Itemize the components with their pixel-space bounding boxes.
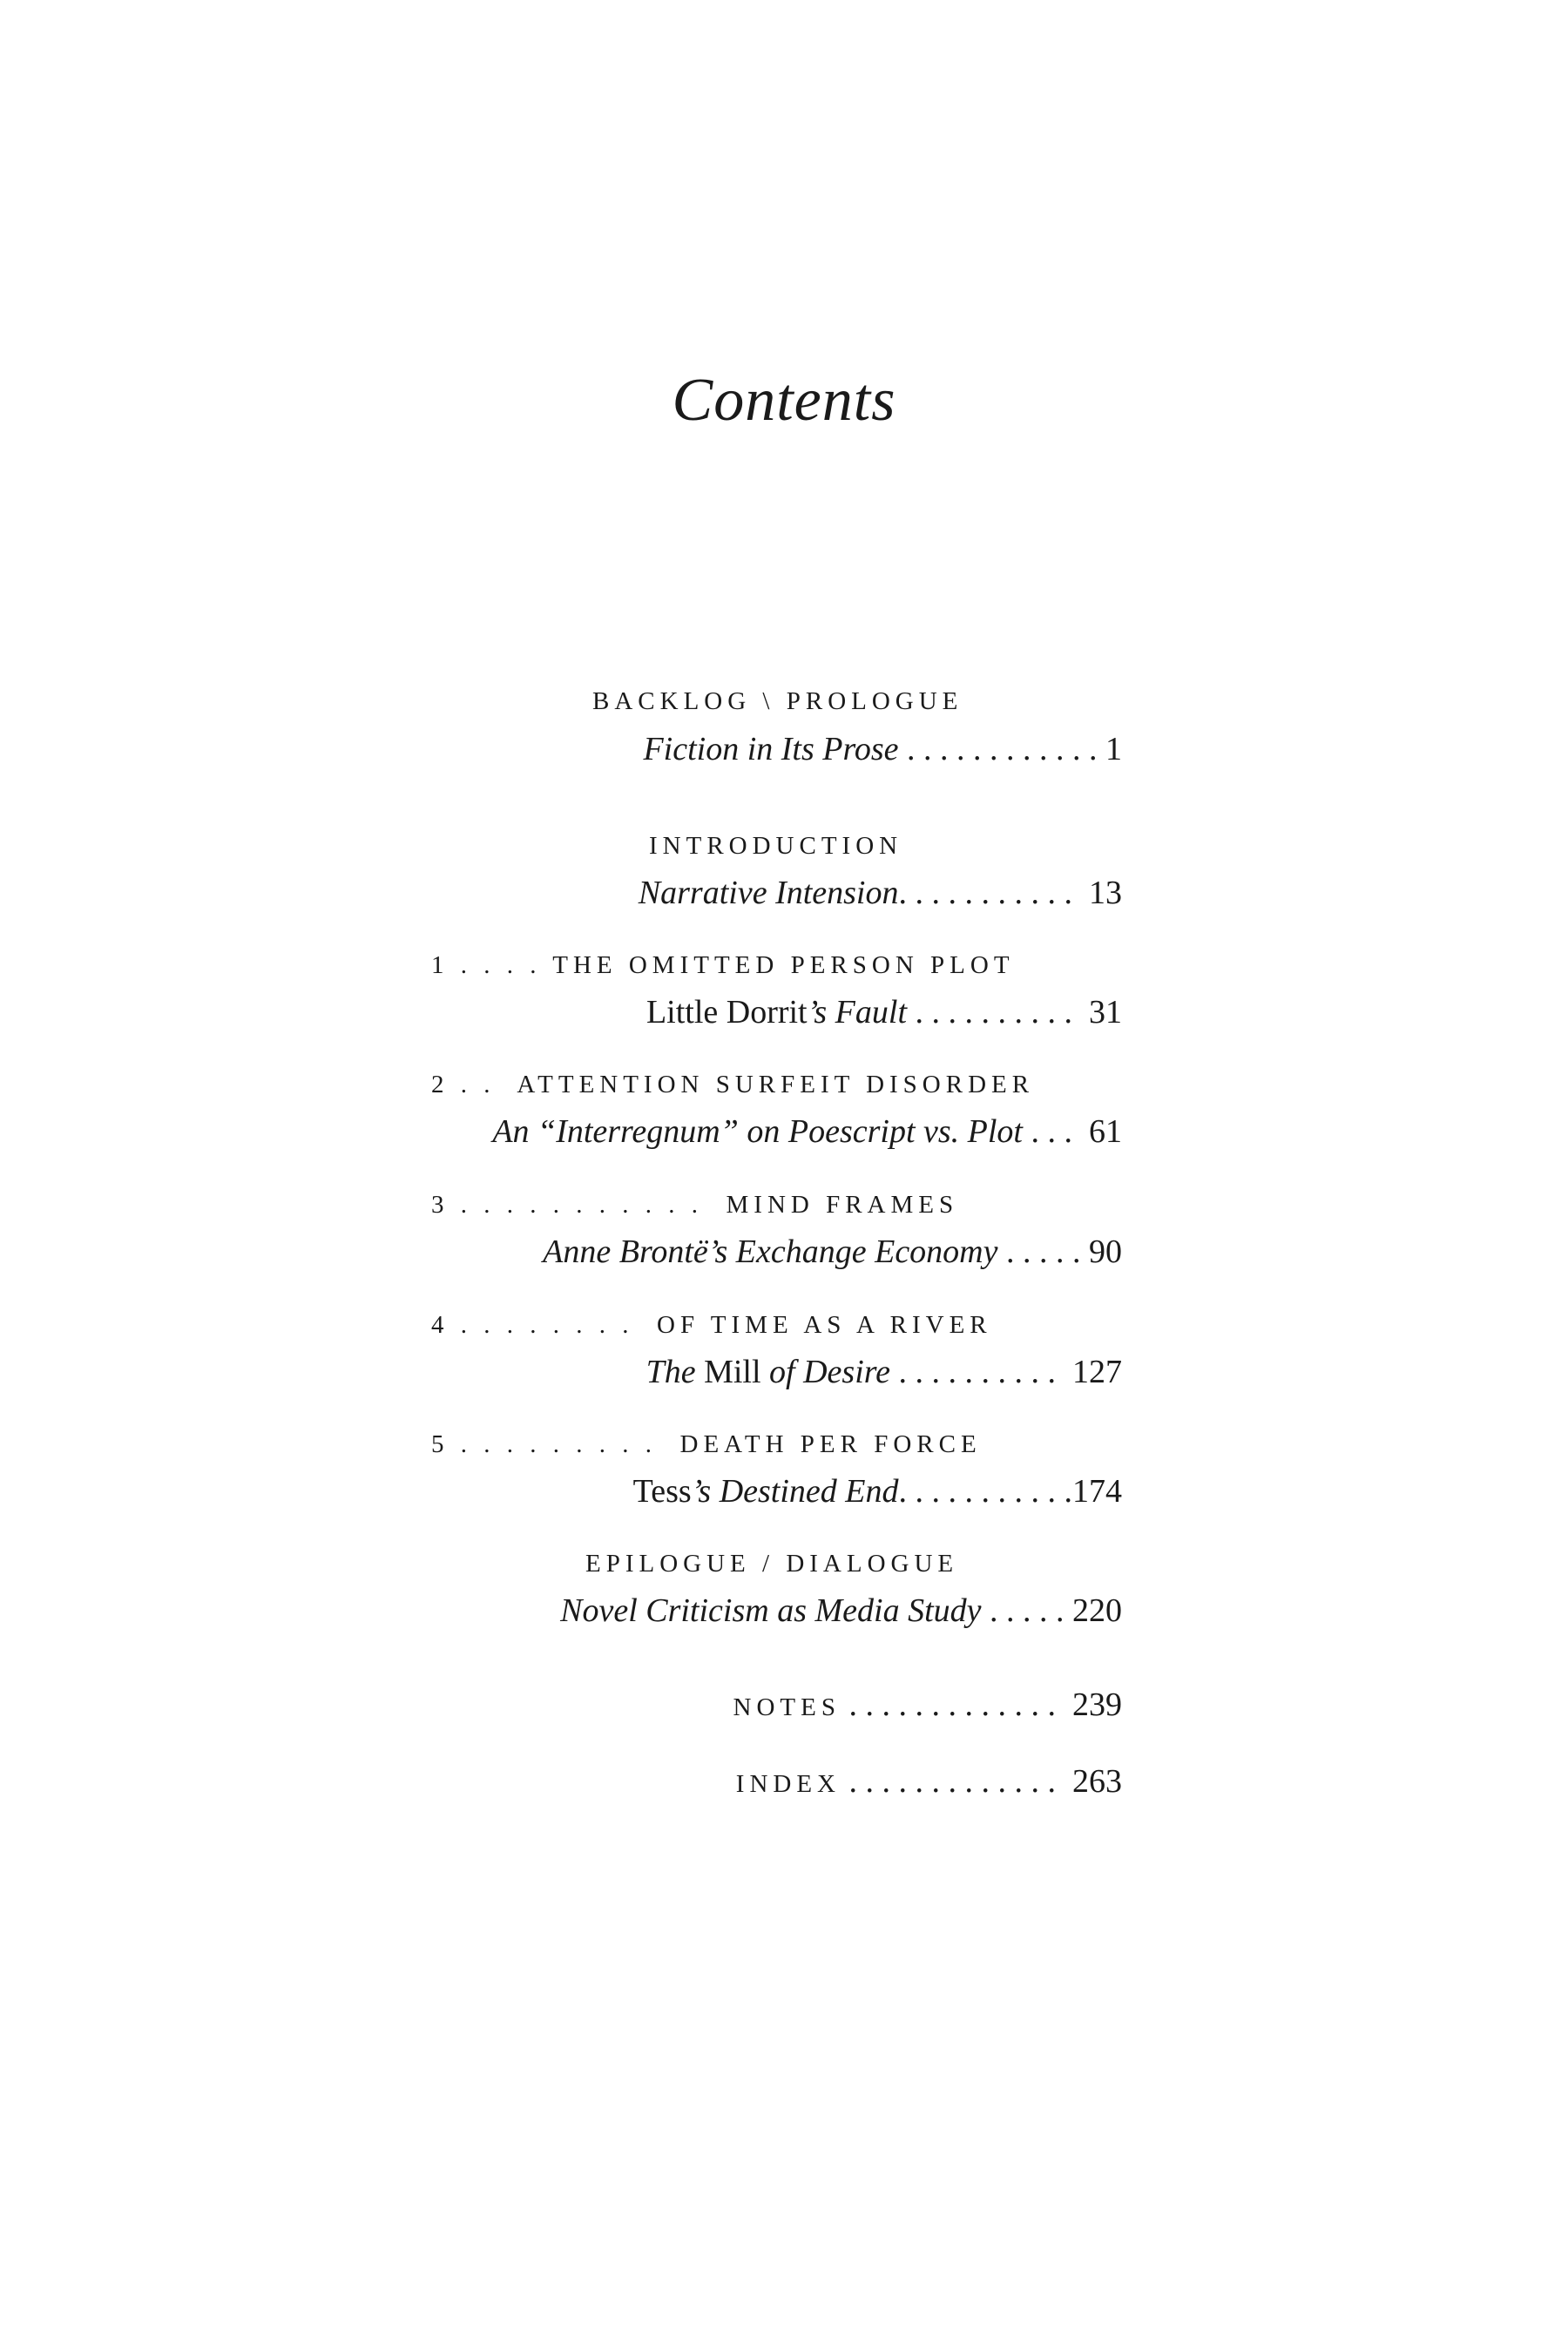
chapter-5-number: 5	[431, 1430, 449, 1458]
backlog-title: Fiction in Its Prose	[643, 731, 899, 767]
chapter-1-title-italic: ’s Fault	[807, 994, 907, 1031]
chapter-1-leader: . . . .	[449, 951, 553, 979]
backlog-heading: BACKLOG \ PROLOGUE	[592, 687, 963, 715]
chapter-5-heading-line	[431, 1423, 1128, 1466]
chapter-2-dots: . . .	[1023, 1113, 1089, 1150]
chapter-5-heading: DEATH PER FORCE	[679, 1430, 982, 1458]
chapter-5-title-italic: ’s Destined End	[691, 1473, 899, 1510]
chapter-4-dots: . . . . . . . . . .	[890, 1354, 1072, 1390]
chapter-1-heading: THE OMITTED PERSON PLOT	[552, 951, 1015, 979]
chapter-4-title-desire: Desire	[794, 1354, 890, 1390]
chapter-3-entry[interactable]	[425, 1230, 1122, 1274]
index-label: INDEX	[735, 1770, 841, 1798]
chapter-4-entry[interactable]	[425, 1350, 1122, 1394]
notes-label: NOTES	[733, 1693, 841, 1721]
chapter-5-page: 174	[1072, 1473, 1122, 1510]
epilogue-entry[interactable]	[425, 1589, 1122, 1632]
chapter-2-page: 61	[1089, 1113, 1122, 1150]
epilogue-heading: EPILOGUE / DIALOGUE	[585, 1550, 959, 1578]
chapter-4-title-of: of	[769, 1354, 795, 1390]
chapter-3-heading: MIND FRAMES	[726, 1191, 959, 1219]
chapter-4-title-mill: Mill	[695, 1354, 770, 1390]
index-page: 263	[1072, 1763, 1122, 1800]
chapter-3-page: 90	[1089, 1233, 1122, 1270]
chapter-2-entry[interactable]	[425, 1110, 1122, 1153]
chapter-2-leader: . .	[449, 1071, 517, 1098]
chapter-1-entry[interactable]	[425, 990, 1122, 1034]
chapter-3-title: Anne Brontë’s Exchange Economy	[543, 1233, 998, 1270]
chapter-4-heading: OF TIME AS A RIVER	[657, 1311, 992, 1339]
chapter-1-heading-line	[431, 943, 1128, 987]
chapter-3-number: 3	[431, 1191, 449, 1219]
chapter-1-title-roman: Little Dorrit	[645, 994, 808, 1031]
chapter-4-leader: . . . . . . . .	[449, 1311, 657, 1339]
page-title: Contents	[672, 367, 896, 434]
introduction-heading: INTRODUCTION	[649, 832, 903, 860]
chapter-5-title-roman: Tess	[632, 1473, 692, 1510]
notes-dots: . . . . . . . . . . . . .	[841, 1686, 1072, 1723]
backlog-entry[interactable]	[425, 727, 1122, 771]
notes-entry[interactable]	[425, 1683, 1122, 1729]
epilogue-title: Novel Criticism as Media Study	[560, 1592, 982, 1629]
backlog-dots: . . . . . . . . . . . .	[898, 731, 1105, 767]
chapter-2-heading-line	[431, 1063, 1128, 1106]
chapter-1-dots: . . . . . . . . . .	[907, 994, 1089, 1031]
chapter-2-heading: ATTENTION SURFEIT DISORDER	[517, 1071, 1035, 1098]
introduction-title: Narrative Intension	[638, 875, 899, 911]
chapter-3-dots: . . . . .	[997, 1233, 1089, 1270]
chapter-3-leader: . . . . . . . . . . .	[449, 1191, 727, 1219]
chapter-4-page: 127	[1072, 1354, 1122, 1390]
chapter-4-number: 4	[431, 1311, 449, 1339]
chapter-2-number: 2	[431, 1071, 449, 1098]
index-dots: . . . . . . . . . . . . .	[841, 1763, 1072, 1800]
introduction-entry[interactable]	[425, 871, 1122, 915]
introduction-page: 13	[1089, 875, 1122, 911]
chapter-4-title-the: The	[645, 1354, 696, 1390]
epilogue-page: 220	[1072, 1592, 1122, 1629]
chapter-1-number: 1	[431, 951, 449, 979]
chapter-1-page: 31	[1089, 994, 1122, 1031]
epilogue-dots: . . . . .	[981, 1592, 1072, 1629]
introduction-dots: . . . . . . . . . . .	[898, 875, 1089, 911]
chapter-3-heading-line	[431, 1183, 1128, 1227]
chapter-5-leader: . . . . . . . . .	[449, 1430, 680, 1458]
notes-page: 239	[1072, 1686, 1122, 1723]
chapter-2-title: An “Interregnum” on Poescript vs. Plot	[492, 1113, 1023, 1150]
chapter-4-heading-line	[431, 1303, 1128, 1347]
backlog-page: 1	[1105, 731, 1122, 767]
chapter-5-entry[interactable]	[425, 1470, 1122, 1513]
index-entry[interactable]	[425, 1760, 1122, 1806]
chapter-5-dots: . . . . . . . . . . .	[898, 1473, 1072, 1510]
